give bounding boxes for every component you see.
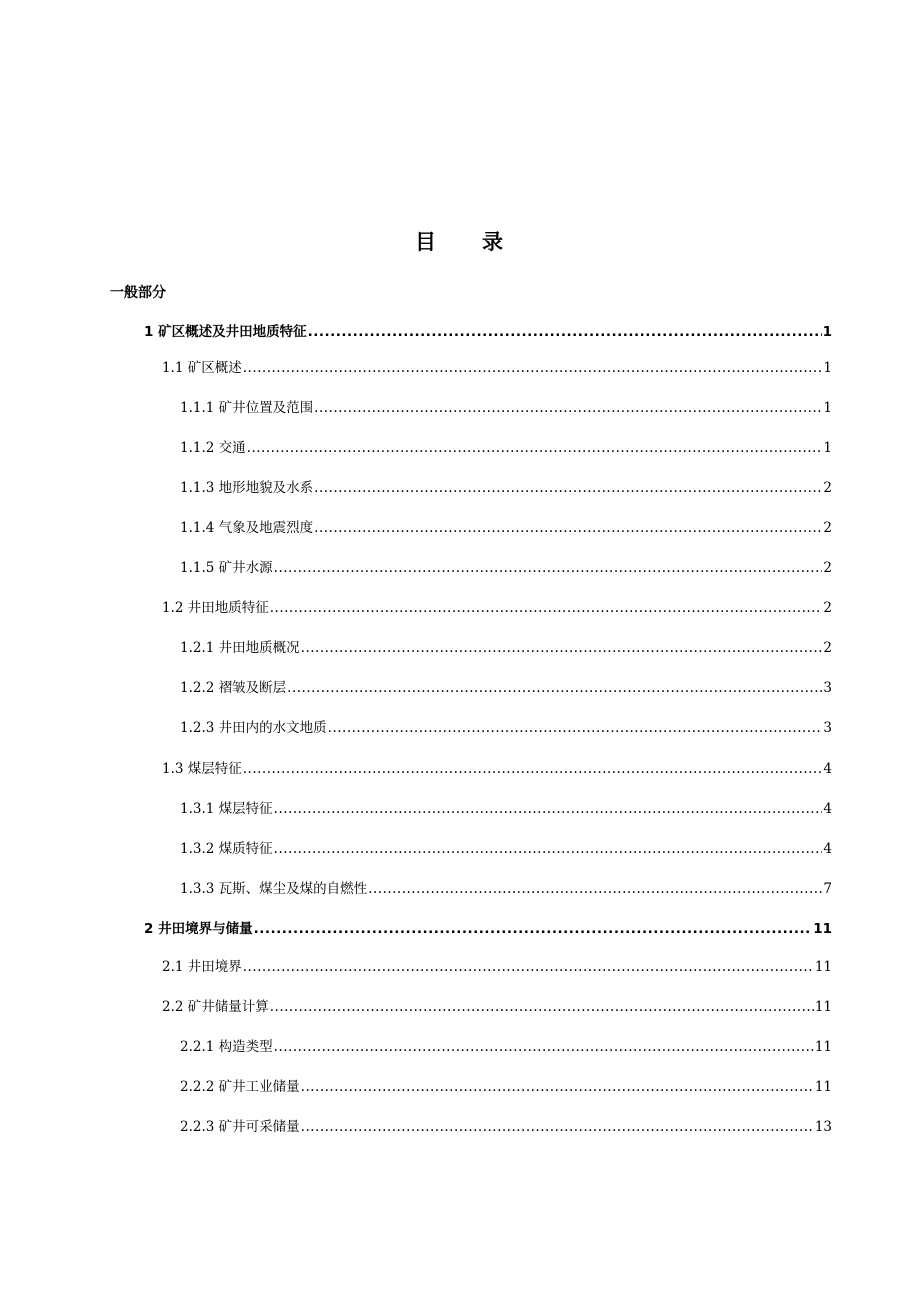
toc-entry-label: 1.2 井田地质特征: [162, 600, 269, 616]
toc-leader-dots: [301, 1079, 814, 1095]
toc-entry-section[interactable]: [162, 356, 832, 376]
title-char-1: 目: [415, 230, 438, 254]
toc-leader-dots: [287, 680, 822, 696]
toc-entry-label: 1.2.3 井田内的水文地质: [180, 720, 327, 736]
toc-leader-dots: [274, 801, 823, 817]
toc-entry-label: 1.3.1 煤层特征: [180, 801, 273, 817]
toc-entry-page: 1: [823, 440, 832, 456]
toc-entry-label: 1.1.2 交通: [180, 440, 246, 456]
toc-entry-label: 1.1.4 气象及地震烈度: [180, 520, 314, 536]
toc-entry-page: 3: [823, 720, 832, 736]
toc-leader-dots: [247, 440, 823, 456]
toc-leader-dots: [314, 480, 822, 496]
toc-entry-label: 2 井田境界与储量: [144, 921, 253, 937]
toc-entry-section[interactable]: [162, 596, 832, 616]
toc-leader-dots: [243, 360, 823, 376]
toc-entry-section[interactable]: [162, 955, 832, 975]
toc-leader-dots: [270, 600, 823, 616]
toc-entry-label: 1.2.1 井田地质概况: [180, 640, 300, 656]
toc-entry-subsection[interactable]: [180, 556, 832, 576]
toc-leader-dots: [274, 560, 823, 576]
toc-entry-page: 11: [814, 1079, 832, 1095]
toc-leader-dots: [270, 999, 814, 1015]
toc-entry-subsection[interactable]: [180, 716, 832, 736]
toc-leader-dots: [301, 1119, 814, 1135]
toc-entry-subsection[interactable]: [180, 396, 832, 416]
toc-entry-label: 1 矿区概述及井田地质特征: [144, 324, 307, 340]
toc-entry-page: 4: [823, 841, 832, 857]
toc-leader-dots: [368, 881, 822, 897]
page-title: [0, 226, 920, 256]
toc-entry-label: 2.2.1 构造类型: [180, 1039, 273, 1055]
toc-leader-dots: [254, 921, 813, 937]
toc-entry-page: 2: [823, 480, 832, 496]
toc-entry-label: 2.2 矿井储量计算: [162, 999, 269, 1015]
toc-entry-page: 2: [823, 560, 832, 576]
toc-entry-page: 1: [823, 360, 832, 376]
toc-entry-page: 11: [814, 959, 832, 975]
toc-entry-subsection[interactable]: [180, 1075, 832, 1095]
toc-entry-label: 2.2.2 矿井工业储量: [180, 1079, 300, 1095]
toc-entry-label: 1.1.5 矿井水源: [180, 560, 273, 576]
toc-entry-page: 2: [823, 600, 832, 616]
toc-entry-page: 4: [823, 801, 832, 817]
toc-entry-label: 1.3 煤层特征: [162, 761, 242, 777]
toc-entry-label: 1.3.3 瓦斯、煤尘及煤的自燃性: [180, 881, 368, 897]
toc-entry-section[interactable]: [162, 995, 832, 1015]
toc-entry-subsection[interactable]: [180, 516, 832, 536]
toc-entry-page: 11: [814, 1039, 832, 1055]
toc-entry-subsection[interactable]: [180, 1035, 832, 1055]
toc-entry-chapter[interactable]: [144, 320, 832, 340]
toc-entry-page: 2: [823, 640, 832, 656]
toc-entry-page: 7: [823, 881, 832, 897]
toc-leader-dots: [243, 761, 823, 777]
toc-leader-dots: [301, 640, 823, 656]
toc-entry-page: 13: [814, 1119, 832, 1135]
toc-leader-dots: [274, 841, 823, 857]
toc-leader-dots: [314, 520, 822, 536]
section-heading: 一般部分: [110, 285, 166, 301]
toc-entry-subsection[interactable]: [180, 476, 832, 496]
toc-leader-dots: [314, 400, 822, 416]
toc-entry-label: 2.2.3 矿井可采储量: [180, 1119, 300, 1135]
toc-leader-dots: [308, 324, 822, 340]
toc-leader-dots: [243, 959, 814, 975]
toc-entry-page: 1: [822, 324, 832, 340]
toc-entry-subsection[interactable]: [180, 636, 832, 656]
toc-leader-dots: [274, 1039, 814, 1055]
toc-entry-subsection[interactable]: [180, 676, 832, 696]
toc-entry-page: 11: [814, 999, 832, 1015]
toc-entry-label: 1.1.1 矿井位置及范围: [180, 400, 314, 416]
toc-entry-page: 2: [823, 520, 832, 536]
toc-entry-label: 1.1 矿区概述: [162, 360, 242, 376]
toc-entry-subsection[interactable]: [180, 1115, 832, 1135]
toc-entry-subsection[interactable]: [180, 877, 832, 897]
toc-entry-section[interactable]: [162, 757, 832, 777]
toc-entry-label: 1.2.2 褶皱及断层: [180, 680, 287, 696]
toc-entry-subsection[interactable]: [180, 837, 832, 857]
toc-entry-label: 2.1 井田境界: [162, 959, 242, 975]
title-char-2: 录: [482, 230, 505, 254]
toc-entry-page: 1: [823, 400, 832, 416]
toc-entry-label: 1.1.3 地形地貌及水系: [180, 480, 314, 496]
toc-entry-page: 3: [823, 680, 832, 696]
toc-entry-page: 11: [813, 921, 832, 937]
toc-leader-dots: [328, 720, 823, 736]
toc-entry-subsection[interactable]: [180, 436, 832, 456]
toc-entry-label: 1.3.2 煤质特征: [180, 841, 273, 857]
toc-entry-subsection[interactable]: [180, 797, 832, 817]
toc-entry-chapter[interactable]: [144, 917, 832, 937]
toc-entry-page: 4: [823, 761, 832, 777]
